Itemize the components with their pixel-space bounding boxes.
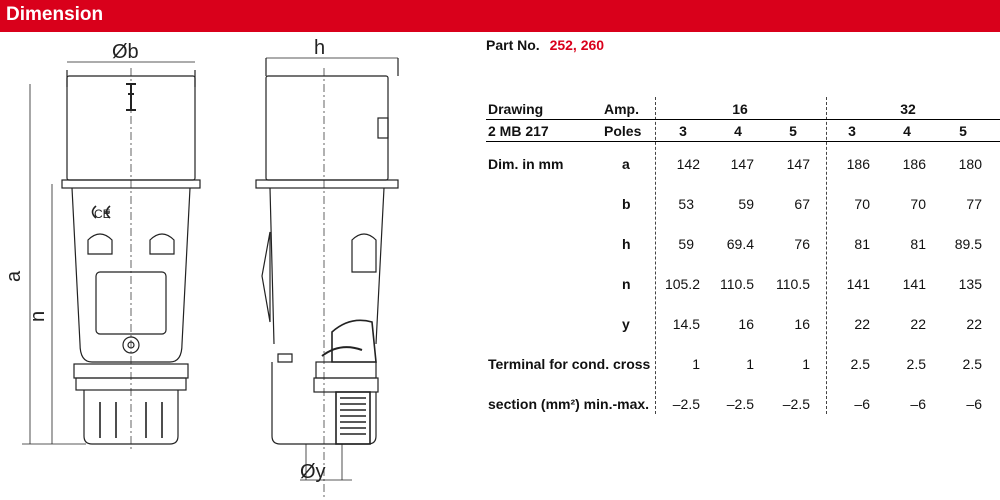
cell-n-3: 110.5 <box>776 276 810 292</box>
cell-y-1: 14.5 <box>672 316 700 332</box>
cell-b-2: 59 <box>738 196 754 212</box>
cell-y-6: 22 <box>966 316 982 332</box>
cell-b-3: 67 <box>794 196 810 212</box>
cell-y-2: 16 <box>738 316 754 332</box>
dim-in-mm-label: Dim. in mm <box>488 156 564 172</box>
cell-y-3: 16 <box>794 316 810 332</box>
terminal-min-1: 1 <box>692 356 700 372</box>
cell-a-2: 147 <box>730 156 754 172</box>
terminal-min-3: 1 <box>802 356 810 372</box>
cell-n-4: 141 <box>846 276 870 292</box>
terminal-max-6: –6 <box>966 396 982 412</box>
pole-col-1: 3 <box>679 123 687 139</box>
pole-col-4: 3 <box>848 123 856 139</box>
cell-a-3: 147 <box>786 156 810 172</box>
side-view <box>256 58 398 500</box>
cell-a-4: 186 <box>846 156 870 172</box>
cell-n-1: 105.2 <box>664 276 700 292</box>
pole-col-5: 4 <box>903 123 911 139</box>
terminal-min-2: 1 <box>746 356 754 372</box>
section-title: Dimension <box>6 4 104 25</box>
poles-label: Poles <box>604 123 642 139</box>
part-number-label: Part No. <box>486 37 540 53</box>
terminal-max-3: –2.5 <box>782 396 810 412</box>
cell-h-6: 89.5 <box>954 236 982 252</box>
row-key-n: n <box>622 276 631 292</box>
part-number-line <box>486 37 604 53</box>
cell-h-4: 81 <box>854 236 870 252</box>
terminal-max-5: –6 <box>910 396 926 412</box>
cell-b-6: 77 <box>966 196 982 212</box>
amp-group-16: 16 <box>732 101 748 117</box>
terminal-min-5: 2.5 <box>906 356 926 372</box>
cell-b-4: 70 <box>854 196 870 212</box>
cell-a-1: 142 <box>676 156 700 172</box>
terminal-max-4: –6 <box>854 396 870 412</box>
row-key-a: a <box>622 156 630 172</box>
cell-h-1: 59 <box>678 236 694 252</box>
cell-y-5: 22 <box>910 316 926 332</box>
terminal-label-line1: Terminal for cond. cross <box>488 356 651 372</box>
cell-h-2: 69.4 <box>726 236 754 252</box>
plug-drawing-svg <box>0 32 470 500</box>
cell-y-4: 22 <box>854 316 870 332</box>
dim-label-h: h <box>314 37 326 59</box>
dim-label-dia-b: Øb <box>112 41 139 63</box>
row-key-h: h <box>622 236 631 252</box>
cell-h-3: 76 <box>794 236 810 252</box>
terminal-max-1: –2.5 <box>672 396 700 412</box>
terminal-min-6: 2.5 <box>962 356 982 372</box>
drawing-label: Drawing <box>488 101 544 117</box>
cell-a-6: 180 <box>958 156 982 172</box>
terminal-max-2: –2.5 <box>726 396 754 412</box>
cell-n-6: 135 <box>958 276 982 292</box>
section-header-bar <box>0 0 1000 32</box>
cell-n-5: 141 <box>902 276 926 292</box>
part-number-values: 252, 260 <box>549 37 605 53</box>
header-rule-top <box>486 119 1000 120</box>
amp-label: Amp. <box>604 101 639 117</box>
terminal-label-line2: section (mm²) min.-max. <box>488 396 650 412</box>
cell-a-5: 186 <box>902 156 926 172</box>
cell-h-5: 81 <box>910 236 926 252</box>
dim-label-a: a <box>3 270 25 282</box>
cell-b-1: 53 <box>678 196 694 212</box>
terminal-min-4: 2.5 <box>850 356 870 372</box>
pole-col-2: 4 <box>734 123 742 139</box>
ce-mark-label: CE <box>94 207 111 221</box>
pole-col-6: 5 <box>959 123 967 139</box>
drawing-number: 2 MB 217 <box>488 123 549 139</box>
pole-col-3: 5 <box>789 123 797 139</box>
cell-b-5: 70 <box>910 196 926 212</box>
front-view <box>22 62 200 450</box>
header-rule-bottom <box>486 141 1000 142</box>
amp-group-32: 32 <box>900 101 916 117</box>
row-key-b: b <box>622 196 631 212</box>
cell-n-2: 110.5 <box>720 276 754 292</box>
dim-label-dia-y: Øy <box>300 461 326 483</box>
dim-label-n: n <box>27 310 49 322</box>
technical-drawing <box>0 32 470 500</box>
row-key-y: y <box>622 316 630 332</box>
